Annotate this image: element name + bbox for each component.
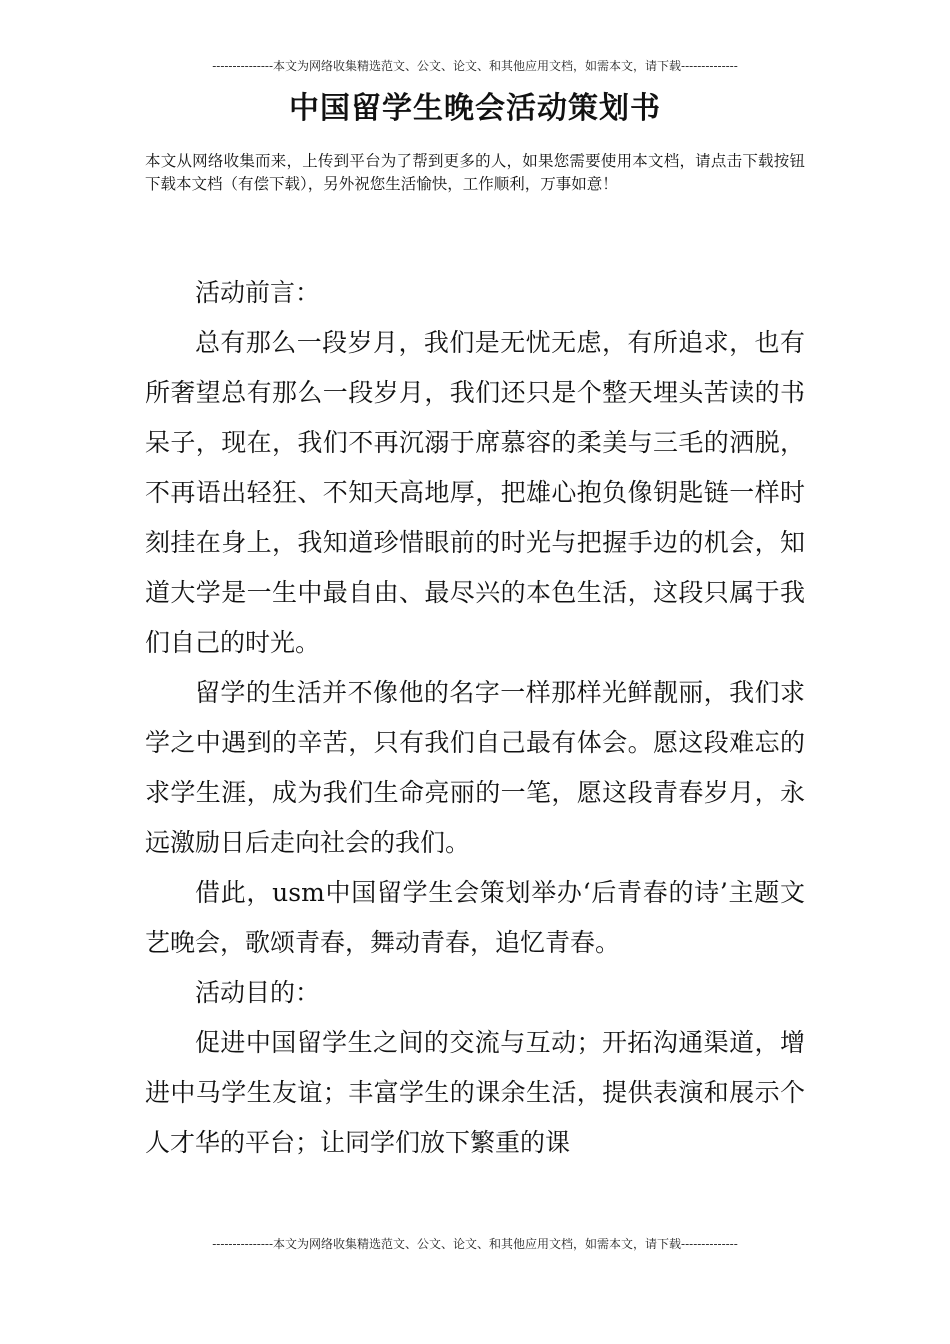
section-heading-purpose: 活动目的： (195, 978, 321, 1007)
intro-text: 本文从网络收集而来，上传到平台为了帮到更多的人，如果您需要使用本文档，请点击下载按钮下载本文档（有偿下载），另外祝您生活愉快，工作顺利，万事如意！ (145, 152, 805, 193)
section-heading-preface: 活动前言： (195, 278, 321, 307)
header-note: ---------------本文为网络收集精选范文、公文、论文、和其他应用文档，如需本文，请下载-------------- (212, 59, 738, 73)
paragraph: 总有那么一段岁月，我们是无忧无虑，有所追求，也有所奢望总有那么一段岁月，我们还只是个整天埋头苦读的书呆子，现在，我们不再沉溺于席慕容的柔美与三毛的洒脱，不再语出轻狂、不知天高地厚，把雄心抱负像钥匙链一样时刻挂在身上，我知道珍惜眼前的时光与把握手边的机会，知道大学是一生中最自由、最尽兴的本色生活，这段只属于我们自己的时光。 (145, 328, 805, 657)
paragraph: 促进中国留学生之间的交流与互动；开拓沟通渠道，增进中马学生友谊；丰富学生的课余生活，提供表演和展示个人才华的平台；让同学们放下繁重的课 (145, 1028, 805, 1157)
paragraph: 借此，usm中国留学生会策划举办‘后青春的诗’主题文艺晚会，歌颂青春，舞动青春，追忆青春。 (145, 878, 805, 957)
footer-note: ---------------本文为网络收集精选范文、公文、论文、和其他应用文档，如需本文，请下载-------------- (212, 1237, 738, 1251)
paragraph: 留学的生活并不像他的名字一样那样光鲜靓丽，我们求学之中遇到的辛苦，只有我们自己最有体会。愿这段难忘的求学生涯，成为我们生命亮丽的一笔，愿这段青春岁月，永远激励日后走向社会的我们。 (145, 678, 805, 857)
document-title: 中国留学生晚会活动策划书 (289, 91, 661, 126)
document-body (145, 268, 805, 1168)
